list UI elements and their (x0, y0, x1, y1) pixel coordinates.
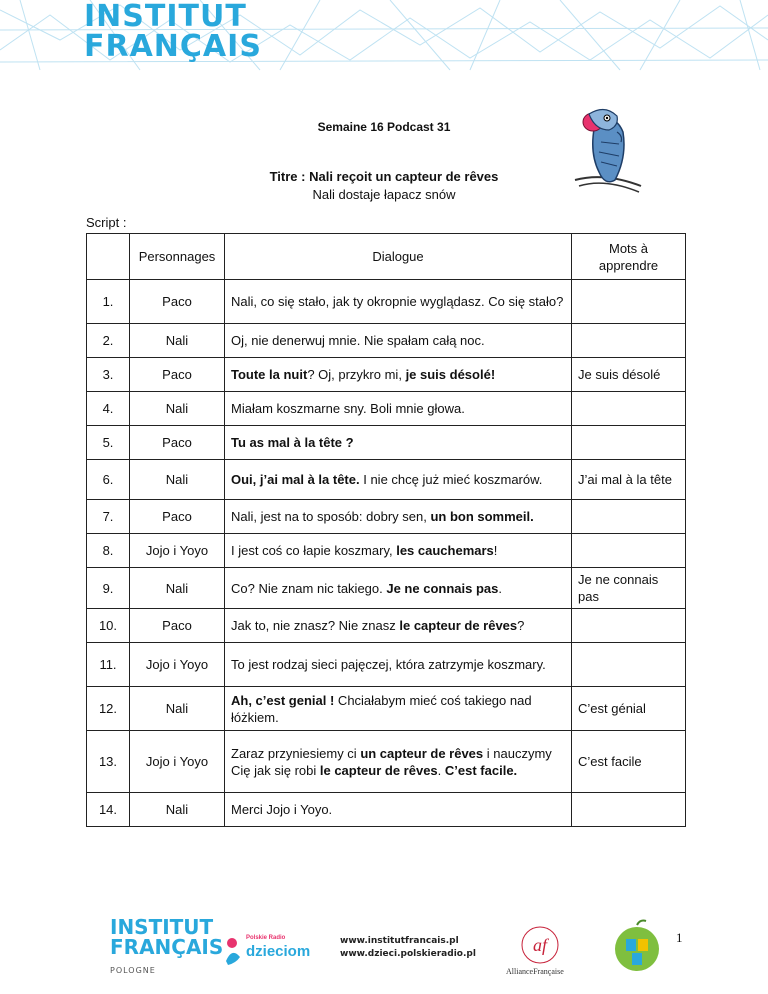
dialogue-bold-segment: Ah, c’est genial ! (231, 692, 335, 708)
row-number: 14. (87, 793, 130, 827)
row-number: 1. (87, 280, 130, 324)
table-row (87, 793, 686, 827)
row-number: 7. (87, 500, 130, 534)
dialogue-bold-segment: Toute la nuit (231, 367, 308, 382)
table-row (87, 280, 686, 324)
dialogue-segment: Nali, jest na to sposób: dobry sen, (231, 509, 431, 524)
row-character: Jojo i Yoyo (130, 731, 225, 793)
table-row (87, 643, 686, 687)
row-dialogue (225, 358, 572, 392)
row-character: Paco (130, 609, 225, 643)
row-dialogue (225, 609, 572, 643)
footer (0, 905, 768, 994)
row-character: Paco (130, 280, 225, 324)
header-characters: Personnages (130, 234, 225, 280)
table-row (87, 687, 686, 731)
row-character: Jojo i Yoyo (130, 534, 225, 568)
dialogue-segment: . (498, 580, 502, 596)
row-dialogue (225, 568, 572, 609)
alliance-francaise-name: AllianceFrançaise (506, 967, 564, 976)
dialogue-bold-segment: les cauchemars (396, 543, 494, 558)
row-dialogue (225, 534, 572, 568)
row-character: Nali (130, 324, 225, 358)
row-number: 8. (87, 534, 130, 568)
dialogue-segment: Nali, co się stało, jak ty okropnie wyglądasz. Co się stało? (231, 294, 564, 309)
title-french: Titre : Nali reçoit un capteur de rêves (269, 169, 499, 184)
row-words-to-learn: C’est génial (572, 687, 686, 731)
table-row (87, 358, 686, 392)
row-words-to-learn (572, 609, 686, 643)
table-row (87, 460, 686, 500)
table-row (87, 500, 686, 534)
row-number: 4. (87, 392, 130, 426)
table-row (87, 731, 686, 793)
dialogue-segment: Jak to, nie znasz? Nie znasz (231, 618, 400, 633)
footer-logo-line-1: INSTITUT (110, 915, 214, 939)
table-row (87, 609, 686, 643)
row-character: Paco (130, 358, 225, 392)
row-number: 13. (87, 731, 130, 793)
row-words-to-learn: J’ai mal à la tête (572, 460, 686, 500)
dialogue-bold-segment: Je ne connais pas (386, 580, 499, 596)
dialogue-bold-segment: le capteur de rêves (399, 618, 518, 633)
dialogue-segment: Miałam koszmarne sny. Boli mnie głowa. (231, 401, 465, 416)
row-words-to-learn (572, 392, 686, 426)
table-row (87, 534, 686, 568)
partner-logo-icon (612, 919, 662, 977)
dialogue-segment: ! (493, 543, 498, 558)
row-number: 9. (87, 568, 130, 609)
row-character: Jojo i Yoyo (130, 643, 225, 687)
dialogue-segment: Co? Nie znam nic takiego. (231, 580, 387, 596)
row-number: 2. (87, 324, 130, 358)
row-dialogue (225, 643, 572, 687)
title-polish: Nali dostaje łapacz snów (312, 187, 456, 202)
row-number: 3. (87, 358, 130, 392)
row-words-to-learn (572, 500, 686, 534)
row-character: Nali (130, 460, 225, 500)
polskie-radio-dzieciom-logo (222, 933, 311, 967)
row-number: 6. (87, 460, 130, 500)
row-words-to-learn (572, 534, 686, 568)
row-character: Nali (130, 793, 225, 827)
table-row (87, 392, 686, 426)
script-label: Script : (86, 215, 127, 230)
dialogue-segment: ? Oj, przykro mi, (307, 367, 406, 382)
footer-logo-country: POLOGNE (110, 966, 156, 975)
row-words-to-learn (572, 280, 686, 324)
row-words-to-learn (572, 643, 686, 687)
row-dialogue (225, 426, 572, 460)
row-words-to-learn: Je suis désolé (572, 358, 686, 392)
radio-small-label: Polskie Radio (246, 935, 286, 941)
row-dialogue (225, 731, 572, 793)
row-dialogue (225, 460, 572, 500)
row-dialogue (225, 500, 572, 534)
row-number: 11. (87, 643, 130, 687)
header-number (87, 234, 130, 280)
header-words-to-learn: Mots à apprendre (572, 234, 686, 280)
dialogue-table (86, 233, 686, 827)
row-character: Paco (130, 500, 225, 534)
header-dialogue: Dialogue (225, 234, 572, 280)
dialogue-segment: Merci Jojo i Yoyo. (231, 802, 333, 817)
dialogue-bold-segment: C’est facile. (444, 762, 518, 778)
institut-francais-logo (84, 2, 262, 62)
row-character: Paco (130, 426, 225, 460)
url-polskieradio[interactable]: www.dzieci.polskieradio.pl (340, 949, 476, 959)
row-dialogue (225, 280, 572, 324)
row-character: Nali (130, 568, 225, 609)
row-number: 12. (87, 687, 130, 731)
table-row (87, 426, 686, 460)
week-podcast-label: Semaine 16 Podcast 31 (317, 120, 451, 134)
dialogue-bold-segment: je suis désolé! (405, 367, 496, 382)
row-words-to-learn (572, 426, 686, 460)
radio-name: dzieciom (246, 943, 311, 960)
footer-logo-line-2: FRANÇAIS (110, 935, 224, 959)
dialogue-segment: Chciałabym mieć coś takiego nad łóżkiem. (231, 692, 532, 725)
dialogue-bold-segment: Tu as mal à la tête ? (231, 435, 354, 450)
table-row (87, 324, 686, 358)
logo-line-2: FRANÇAIS (84, 29, 262, 64)
dialogue-segment: To jest rodzaj sieci pajęczej, która zatrzymje koszmary. (231, 657, 546, 672)
url-institut[interactable]: www.institutfrancais.pl (340, 936, 459, 946)
table-header-row (87, 234, 686, 280)
logo-line-1: INSTITUT (84, 0, 247, 34)
row-number: 10. (87, 609, 130, 643)
header-band (0, 0, 768, 72)
row-words-to-learn (572, 793, 686, 827)
dialogue-bold-segment: un capteur de rêves (360, 745, 484, 761)
page-number: 1 (676, 930, 683, 945)
row-words-to-learn: C’est facile (572, 731, 686, 793)
dialogue-segment: Zaraz przyniesiemy ci (231, 745, 361, 761)
row-words-to-learn (572, 324, 686, 358)
dialogue-bold-segment: Oui, j’ai mal à la tête. (231, 472, 360, 487)
af-mark: af (532, 935, 548, 955)
row-number: 5. (87, 426, 130, 460)
dialogue-segment: Oj, nie denerwuj mnie. Nie spałam całą noc. (231, 333, 485, 348)
row-dialogue (225, 687, 572, 731)
footer-urls (340, 935, 476, 961)
row-words-to-learn: Je ne connais pas (572, 568, 686, 609)
row-dialogue (225, 392, 572, 426)
dialogue-segment: i nauczymy Cię jak się robi (231, 745, 552, 778)
row-dialogue (225, 793, 572, 827)
table-row (87, 568, 686, 609)
dialogue-segment: ? (517, 618, 525, 633)
footer-institut-logo (110, 917, 223, 981)
row-character: Nali (130, 687, 225, 731)
dialogue-segment: I jest coś co łapie koszmary, (231, 543, 397, 558)
dialogue-segment: I nie chcę już mieć koszmarów. (359, 472, 543, 487)
dialogue-segment: . (437, 762, 445, 778)
dialogue-bold-segment: un bon sommeil. (430, 509, 534, 524)
row-character: Nali (130, 392, 225, 426)
dialogue-bold-segment: le capteur de rêves (319, 762, 438, 778)
title-block (0, 168, 768, 204)
row-dialogue (225, 324, 572, 358)
